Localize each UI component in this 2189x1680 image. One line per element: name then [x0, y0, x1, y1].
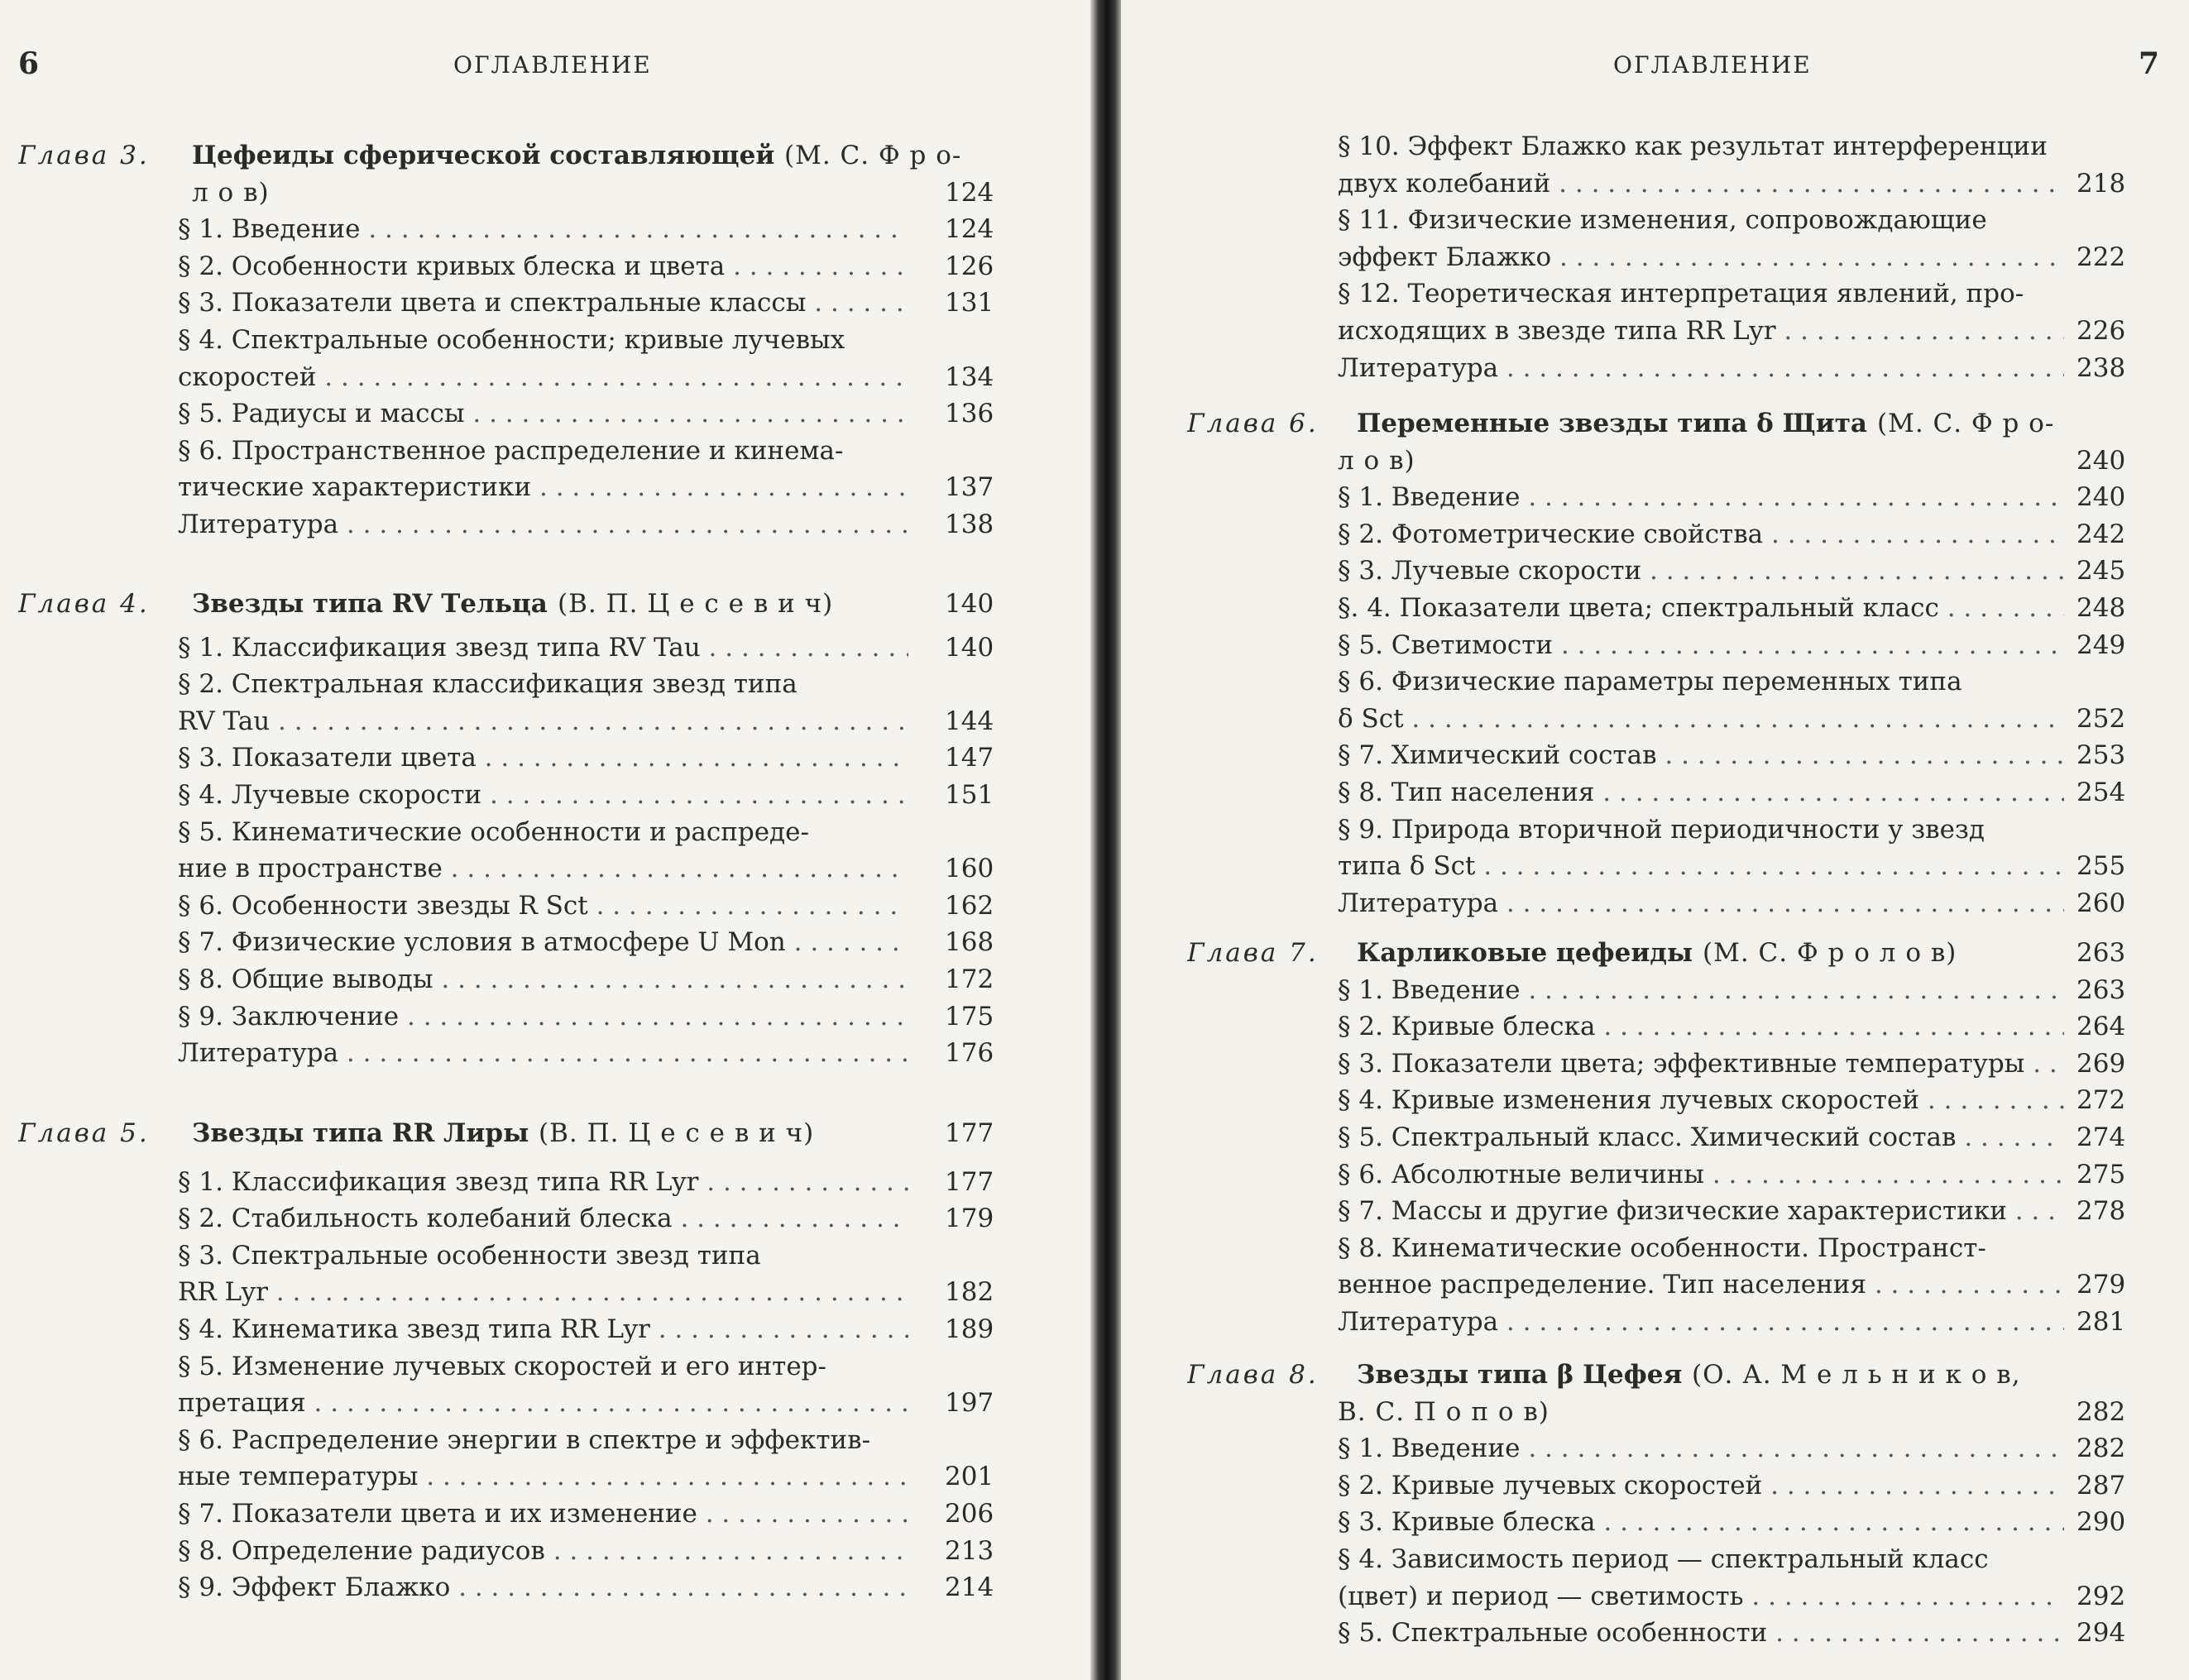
- entry-text: § 5. Кинематические особенности и распреде-: [178, 816, 809, 847]
- entry-text: Литература . . .: [1338, 350, 2064, 386]
- page-ref: 134: [945, 361, 994, 392]
- entry-text: § 6. Особенности звезды R Sct . . .: [178, 888, 908, 924]
- page-ref: 272: [2076, 1085, 2126, 1116]
- entry-text: §. 4. Показатели цвета; спектральный класс . . .: [1338, 590, 2064, 626]
- entry-text: Литература . . .: [1338, 1304, 2064, 1340]
- entry-text: эффект Блажко . . .: [1338, 239, 2064, 275]
- chapter-title: Звезды типа RR Лиры: [192, 1118, 529, 1148]
- page-ref: 144: [945, 706, 994, 736]
- entry-text: RV Tau . . .: [178, 703, 908, 739]
- page-ref: 282: [2076, 1434, 2126, 1464]
- entry-text: § 6. Физические параметры переменных типа: [1338, 667, 1962, 697]
- page-ref: 248: [2076, 593, 2126, 623]
- page-ref: 274: [2076, 1122, 2126, 1152]
- page-ref: 151: [945, 780, 994, 810]
- page-ref: 263: [2076, 974, 2126, 1005]
- left-page: [0, 0, 1092, 1680]
- chapter-author: (О. А. М е л ь н и к о в,: [1692, 1360, 2021, 1390]
- entry-text: § 5. Изменение лучевых скоростей и его интер-: [178, 1351, 826, 1381]
- page-ref: 126: [945, 251, 994, 281]
- page-ref: 238: [2076, 352, 2126, 383]
- entry-text: исходящих в звезде типа RR Lyr . . .: [1338, 313, 2064, 349]
- page-ref: 242: [2076, 519, 2126, 549]
- entry-text: § 11. Физические изменения, сопровождающие: [1338, 205, 1987, 236]
- entry-text: § 7. Массы и другие физические характеристики . . .: [1338, 1193, 2064, 1229]
- page-ref: 124: [945, 214, 994, 245]
- chapter-title: Цефеиды сферической составляющей: [192, 141, 775, 170]
- entry-text: скоростей . . .: [178, 359, 908, 395]
- page-ref: 214: [945, 1572, 994, 1603]
- entry-text: § 8. Определение радиусов . . .: [178, 1533, 908, 1569]
- entry-text: Литература . . .: [1338, 885, 2064, 921]
- entry-text: § 10. Эффект Блажко как результат интерференции: [1338, 132, 2048, 161]
- chapter-author: (М. С. Ф р о-: [1877, 409, 2055, 438]
- page-ref: 218: [2076, 168, 2126, 199]
- page-ref: 179: [945, 1204, 994, 1234]
- entry-text: § 9. Природа вторичной периодичности у звезд: [1338, 814, 1985, 845]
- page-ref: 269: [2076, 1048, 2126, 1079]
- page-ref: 260: [2076, 888, 2126, 918]
- entry-text: претация . . .: [178, 1385, 908, 1421]
- running-header: ОГЛАВЛЕНИЕ: [453, 51, 652, 79]
- entry-text: § 8. Общие выводы . . .: [178, 961, 908, 998]
- page-ref: 182: [945, 1277, 994, 1308]
- page-ref: 197: [945, 1388, 994, 1419]
- chapter-label: Глава 3.: [18, 141, 150, 170]
- page-ref: 140: [945, 632, 994, 663]
- entry-text: ние в пространстве . . .: [178, 850, 908, 887]
- chapter-author: (В. П. Ц е с е в и ч): [558, 589, 834, 619]
- page-ref: 131: [945, 288, 994, 318]
- entry-text: § 7. Физические условия в атмосфере U Mon . . .: [178, 924, 908, 960]
- page-ref: 294: [2076, 1618, 2126, 1649]
- page-ref: 275: [2076, 1159, 2126, 1189]
- entry-text: § 3. Спектральные особенности звезд типа: [178, 1240, 761, 1271]
- page-ref: 226: [2076, 316, 2126, 346]
- page-ref: 137: [945, 472, 994, 503]
- chapter-label: Глава 5.: [18, 1118, 150, 1148]
- entry-text: § 2. Кривые блеска . . .: [1338, 1008, 2064, 1045]
- page-ref: 279: [2076, 1270, 2126, 1300]
- chapter-label: Глава 4.: [18, 589, 150, 619]
- page-number: 7: [2139, 46, 2160, 81]
- entry-text: § 1. Введение . . .: [1338, 479, 2064, 515]
- page-ref: 162: [945, 890, 994, 921]
- entry-text: § 1. Классификация звезд типа RR Lyr . . .: [178, 1164, 908, 1200]
- entry-text: § 2. Особенности кривых блеска и цвета . . .: [178, 248, 908, 285]
- page-ref: 287: [2076, 1470, 2126, 1501]
- chapter-author: (М. С. Ф р о-: [784, 141, 962, 170]
- running-header: ОГЛАВЛЕНИЕ: [1613, 51, 1812, 79]
- book-gutter: [1090, 0, 1123, 1680]
- page-ref: 290: [2076, 1507, 2126, 1538]
- entry-text: § 1. Введение . . .: [1338, 1430, 2064, 1467]
- entry-text: § 3. Показатели цвета; эффективные температуры . . .: [1338, 1046, 2064, 1082]
- chapter-title: Звезды типа RV Тельца: [192, 589, 548, 619]
- entry-text: § 5. Светимости . . .: [1338, 627, 2064, 663]
- entry-text: § 6. Абсолютные величины . . .: [1338, 1156, 2064, 1193]
- entry-text: § 7. Показатели цвета и их изменение . . .: [178, 1496, 908, 1532]
- page-ref: 160: [945, 854, 994, 884]
- entry-text: § 5. Спектральный класс. Химический состав . . .: [1338, 1119, 2064, 1156]
- page-ref: 292: [2076, 1581, 2126, 1611]
- entry-text: § 4. Спектральные особенности; кривые лучевых: [178, 325, 845, 355]
- chapter-label: Глава 7.: [1187, 938, 1319, 968]
- page-ref: 147: [945, 743, 994, 773]
- entry-text: § 1. Классификация звезд типа RV Tau . . .: [178, 629, 908, 666]
- entry-text: § 6. Распределение энергии в спектре и эффектив-: [178, 1424, 871, 1455]
- chapter-author: В. С. П о п о в): [1338, 1396, 1550, 1427]
- chapter-author: л о в): [192, 177, 270, 208]
- page-ref: 177: [945, 1118, 994, 1148]
- page-ref: 140: [945, 589, 994, 619]
- entry-text: § 3. Показатели цвета и спектральные классы . . .: [178, 285, 908, 321]
- chapter-title: Карликовые цефеиды: [1357, 938, 1693, 968]
- entry-text: § 2. Фотометрические свойства . . .: [1338, 516, 2064, 553]
- entry-text: § 2. Спектральная классификация звезд типа: [178, 669, 798, 700]
- entry-text: § 5. Радиусы и массы . . .: [178, 395, 908, 432]
- entry-text: § 1. Введение . . .: [178, 211, 908, 247]
- page-ref: 240: [2076, 482, 2126, 513]
- entry-text: § 3. Кривые блеска . . .: [1338, 1504, 2064, 1540]
- chapter-label: Глава 8.: [1187, 1360, 1319, 1390]
- chapter-title: Звезды типа β Цефея: [1357, 1360, 1683, 1390]
- entry-text: RR Lyr . . .: [178, 1274, 908, 1310]
- page-ref: 138: [945, 510, 994, 539]
- page-ref: 281: [2076, 1307, 2126, 1337]
- page-ref: 172: [945, 964, 994, 994]
- page-ref: 176: [945, 1038, 994, 1069]
- page-ref: 278: [2076, 1196, 2126, 1227]
- page-ref: 201: [945, 1462, 994, 1492]
- page-ref: 206: [945, 1499, 994, 1529]
- page-ref: 222: [2076, 242, 2126, 272]
- entry-text: § 9. Эффект Блажко . . .: [178, 1569, 908, 1606]
- page-ref: 177: [945, 1166, 994, 1197]
- page-ref: 240: [2076, 445, 2126, 476]
- entry-text: § 6. Пространственное распределение и кинема-: [178, 435, 844, 466]
- page-ref: 263: [2076, 938, 2126, 968]
- page-ref: 255: [2076, 851, 2126, 882]
- entry-text: § 8. Тип населения . . .: [1338, 774, 2064, 811]
- page-ref: 252: [2076, 703, 2126, 734]
- entry-text: двух колебаний . . .: [1338, 165, 2064, 202]
- entry-text: тические характеристики . . .: [178, 469, 908, 505]
- page-ref: 213: [945, 1535, 994, 1566]
- page-ref: 136: [945, 399, 994, 429]
- entry-text: § 1. Введение . . .: [1338, 972, 2064, 1008]
- chapter-author: л о в): [1338, 445, 1415, 476]
- entry-text: § 2. Кривые лучевых скоростей . . .: [1338, 1467, 2064, 1504]
- page-ref: 168: [945, 927, 994, 958]
- page-ref: 282: [2076, 1396, 2126, 1427]
- entry-text: § 7. Химический состав . . .: [1338, 737, 2064, 773]
- chapter-label: Глава 6.: [1187, 409, 1319, 438]
- page-ref: 175: [945, 1001, 994, 1031]
- entry-text: § 9. Заключение . . .: [178, 998, 908, 1035]
- entry-text: ные температуры . . .: [178, 1458, 908, 1495]
- entry-text: § 3. Лучевые скорости . . .: [1338, 553, 2064, 589]
- entry-text: § 4. Кинематика звезд типа RR Lyr . . .: [178, 1311, 908, 1347]
- entry-text: § 5. Спектральные особенности . . .: [1338, 1615, 2064, 1651]
- entry-text: § 3. Показатели цвета . . .: [178, 739, 908, 776]
- entry-text: (цвет) и период — светимость . . .: [1338, 1578, 2064, 1615]
- page-ref: 264: [2076, 1012, 2126, 1042]
- entry-text: Литература . . .: [178, 1035, 908, 1071]
- entry-text: δ Sct . . .: [1338, 701, 2064, 737]
- entry-text: § 12. Теоретическая интерпретация явлений, про-: [1338, 279, 2024, 309]
- entry-text: типа δ Sct . . .: [1338, 848, 2064, 884]
- chapter-author: (В. П. Ц е с е в и ч): [539, 1118, 815, 1148]
- entry-text: Литература . . .: [178, 506, 908, 543]
- page-number: 6: [18, 46, 40, 81]
- entry-text: § 2. Стабильность колебаний блеска . . .: [178, 1200, 908, 1237]
- page-ref: 253: [2076, 740, 2126, 771]
- page-ref: 245: [2076, 556, 2126, 586]
- chapter-author: (М. С. Ф р о л о в): [1703, 938, 1957, 968]
- page-ref: 249: [2076, 629, 2126, 660]
- page-ref: 124: [945, 177, 994, 208]
- page-ref: 189: [945, 1314, 994, 1344]
- page-ref: 254: [2076, 778, 2126, 807]
- entry-text: § 4. Зависимость период — спектральный класс: [1338, 1544, 1989, 1574]
- entry-text: § 8. Кинематические особенности. Пространст-: [1338, 1232, 1986, 1263]
- right-page: [1121, 0, 2189, 1680]
- entry-text: § 4. Лучевые скорости . . .: [178, 777, 908, 813]
- chapter-title: Переменные звезды типа δ Щита: [1357, 409, 1867, 438]
- entry-text: венное распределение. Тип населения . . .: [1338, 1266, 2064, 1303]
- entry-text: § 4. Кривые изменения лучевых скоростей . . .: [1338, 1082, 2064, 1118]
